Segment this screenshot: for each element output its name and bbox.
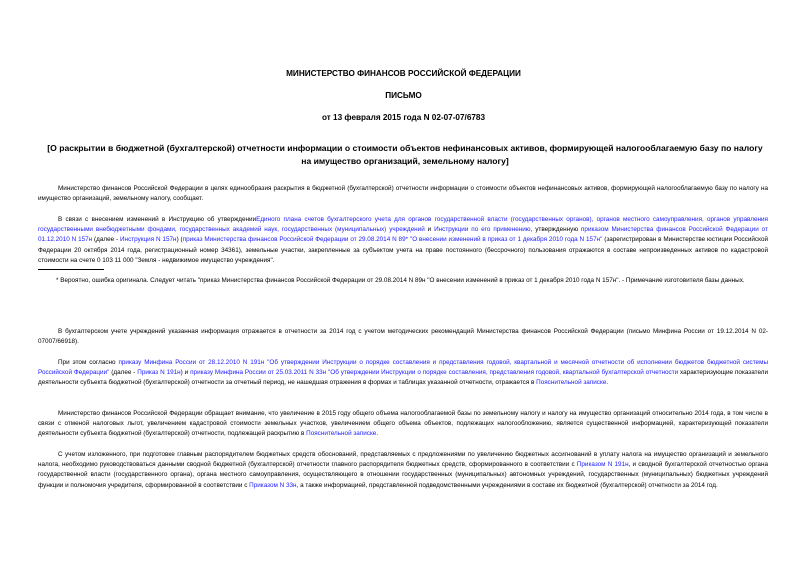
document-title: [О раскрытии в бюджетной (бухгалтерской) отчетности информации о стоимости объектов нефинансовых активов, формирующей налогооблагаемую базу по налогу на имущество организаций, земельному налогу] xyxy=(47,143,763,166)
text-run: Министерство финансов Российской Федерации обращает внимание, что увеличение в 2015 году общего объема налогооблагаемой базы по земельному налогу и налогу на имущество организаций относительно 2014 года, в том числе в связи с отменой налоговых льгот, увеличением кадастровой стоимости земельных участков, увеличением общего объема объектов, подлежащих налогообложению, является существенной информацией, характеризующей показатели деятельности субъекта бюджетной (бухгалтерской) отчетности, подлежащей раскрытию в xyxy=(38,410,768,438)
link-explanatory-note[interactable]: Пояснительной записке xyxy=(536,379,607,387)
text-run: ) ( xyxy=(176,236,183,244)
text-run: (далее - xyxy=(92,236,120,244)
link-order-33n[interactable]: Приказом N 33н xyxy=(249,481,297,489)
text-run: , и сводной бухгалтерской отчетностью органа государственной власти (государственного органа), органа местного самоуправления, осуществляющего в отношении государственных (муниципальных) автономных учреждений, государственных (муниципальных) бюджетных учреждений функции и полномочия учредителя, сформированной в соответствии с xyxy=(38,461,768,489)
text-run: , утвержденную xyxy=(530,226,581,234)
link-instruction-157n[interactable]: Инструкция N 157н xyxy=(120,236,177,244)
footnote-divider xyxy=(38,269,104,270)
paragraph-conclusion xyxy=(38,450,768,491)
document-type-heading: ПИСЬМО xyxy=(385,91,422,100)
footnote: * Вероятно, ошибка оригинала. Следует читать "приказ Министерства финансов Российской Федерации от 29.08.2014 N 89н "О внесении изменений в приказ от 1 декабря 2010 года N 157н". - Примечание изготовителя базы данных. xyxy=(56,277,745,284)
text-run: В связи с внесением изменений в Инструкцию об утверждении xyxy=(58,216,257,223)
text-run: При этом согласно xyxy=(58,359,119,366)
paragraph-intro: Министерство финансов Российской Федерации в целях единообразия раскрытия в бюджетной (бухгалтерской) отчетности информации о стоимости объектов нефинансовых активов, формирующей налогооблагаемую базу по налогу на имущество организаций, земельному налогу, сообщает. xyxy=(38,185,768,203)
paragraph-attention xyxy=(38,409,768,440)
link-order-191n-full[interactable]: приказу Минфина России от 28.12.2010 N 191н "Об утверждении Инструкции о порядке составления и представления годовой, квартальной и месячной отчетности об исполнении бюджетов бюджетной системы Российской Федерации" xyxy=(38,359,768,377)
link-order-191n[interactable]: Приказ N 191н xyxy=(137,369,181,377)
text-run: и xyxy=(424,226,435,234)
link-instruction-application[interactable]: Инструкции по его применению xyxy=(434,226,531,234)
document-date-number: от 13 февраля 2015 года N 02-07-07/6783 xyxy=(321,113,486,122)
text-run: , а также информацией, представленной подведомственными учреждениями в составе их бюджетной (бухгалтерской) отчетности за 2014 год. xyxy=(296,481,718,489)
paragraph-accounting: В бухгалтерском учете учреждений указанная информация отражается в отчетности за 2014 год с учетом методических рекомендаций Министерства финансов Российской Федерации (письмо Минфина России от 19.12.2014 N 02-07007/66918). xyxy=(38,328,768,346)
text-run: (зарегистрирован в Министерстве юстиции Российской Федерации 20 октября 2014 года, регистрационный номер 34361), земельные участки, закрепленные за субъектом учета на праве постоянного (бессрочного) пользования отражаются в составе непроизведенных активов по кадастровой стоимости на счете 0 103 11 000 "Земля - недвижимое имущество учреждения". xyxy=(38,236,769,264)
text-run: (далее - xyxy=(109,369,138,377)
text-run: . xyxy=(376,430,379,438)
link-order-33n-full[interactable]: приказу Минфина России от 25.03.2011 N 33н "Об утверждении Инструкции о порядке составления, представления годовой, квартальной бухгалтерской отчетности xyxy=(190,369,679,377)
link-explanatory-note-2[interactable]: Пояснительной записке xyxy=(306,430,377,438)
text-run: . xyxy=(606,379,609,387)
text-run: характеризующие показатели деятельности субъекта бюджетной (бухгалтерской) отчетности за отчетный период, не нашедшая отражения в формах и таблицах указанной отчетности, отражается в xyxy=(38,369,769,387)
paragraph-changes xyxy=(38,215,768,266)
link-order-191n-2[interactable]: Приказом N 191н xyxy=(576,461,629,469)
paragraph-orders xyxy=(38,358,768,389)
link-unified-chart-of-accounts[interactable]: Единого плана счетов бухгалтерского учета для органов государственной власти (государственных органов), органов местного самоуправления, органов управления государственными внебюджетными фондами, государственных академий наук, государственных (муниципальных) учреждений xyxy=(38,216,768,234)
link-order-157n[interactable]: приказом Министерства финансов Российской Федерации от 01.12.2010 N 157н xyxy=(38,226,768,244)
text-run: С учетом изложенного, при подготовке главным распорядителем бюджетных средств обоснований, представляемых с предложениями по увеличению бюджетных ассигнований в уплату налога на имущество организаций и земельного налога, необходимо руководствоваться данными сводной бюджетной (бухгалтерской) отчетности главного распорядителя бюджетных средств, сформированного в соответствии с xyxy=(38,451,768,469)
text-run: ) и xyxy=(180,369,191,377)
ministry-heading: МИНИСТЕРСТВО ФИНАНСОВ РОССИЙСКОЙ ФЕДЕРАЦИИ xyxy=(286,69,521,78)
link-order-89[interactable]: приказ Министерства финансов Российской Федерации от 29.08.2014 N 89* "О внесении изменений в приказ от 1 декабря 2010 года N 157н" xyxy=(182,236,603,244)
